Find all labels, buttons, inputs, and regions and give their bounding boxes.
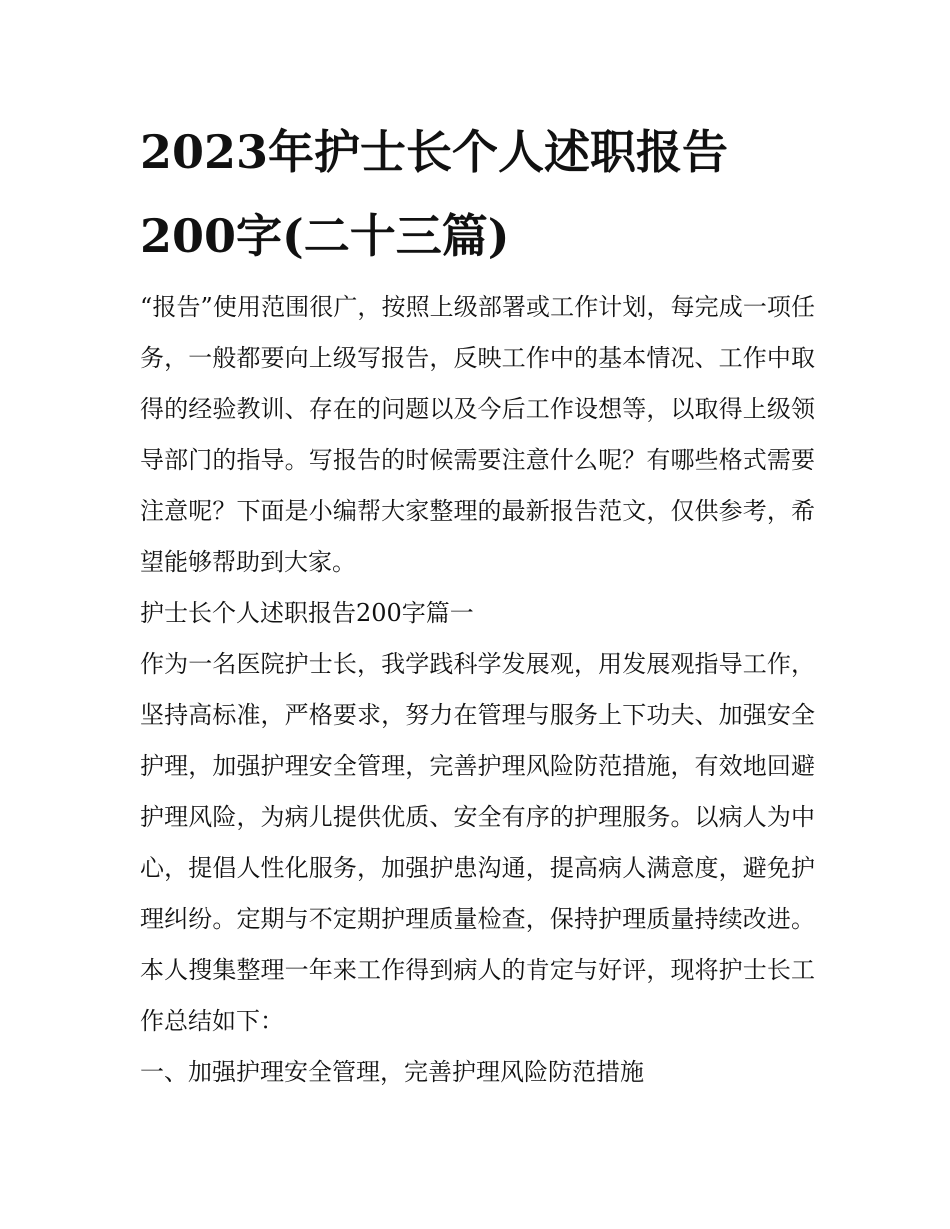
document-title: [140, 110, 815, 278]
section-heading: 护士长个人述职报告200字篇一: [140, 599, 474, 627]
title-line-2: 200字(二十三篇): [140, 209, 510, 263]
subheading-1: 一、加强护理安全管理，完善护理风险防范措施: [140, 1058, 644, 1086]
body-paragraph: 作为一名医院护士长，我学践科学发展观，用发展观指导工作，坚持高标准，严格要求，努力在管理与服务上下功夫、加强安全护理，加强护理安全管理，完善护理风险防范措施，有效地回避护理风险，为病儿提供优质、安全有序的护理服务。以病人为中心，提倡人性化服务，加强护患沟通，提高病人满意度，避免护理纠纷。定期与不定期护理质量检查，保持护理质量持续改进。本人搜集整理一年来工作得到病人的肯定与好评，现将护士长工作总结如下：: [140, 650, 815, 1035]
intro-paragraph: “报告”使用范围很广，按照上级部署或工作计划，每完成一项任务，一般都要向上级写报告，反映工作中的基本情况、工作中取得的经验教训、存在的问题以及今后工作设想等，以取得上级领导部门的指导。写报告的时候需要注意什么呢？有哪些格式需要注意呢？下面是小编帮大家整理的最新报告范文，仅供参考，希望能够帮助到大家。: [140, 293, 815, 576]
document-page: [140, 110, 815, 1098]
title-line-1: 2023年护士长个人述职报告: [140, 125, 729, 179]
